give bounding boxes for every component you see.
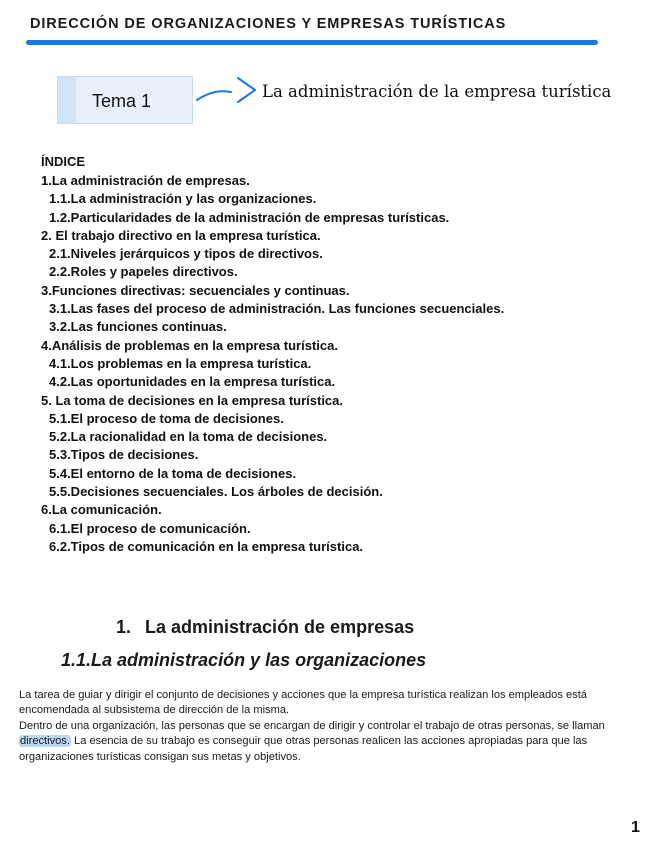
- toc-item: 6.2.Tipos de comunicación en la empresa turística.: [49, 538, 364, 554]
- toc-item: 5.3.Tipos de decisiones.: [49, 447, 199, 463]
- toc-item: 1.2.Particularidades de la administración de empresas turísticas.: [49, 209, 450, 225]
- toc-item: 3.Funciones directivas: secuenciales y continuas.: [41, 282, 350, 298]
- subsection-heading: 1.1.La administración y las organizaciones: [61, 650, 427, 670]
- body-paragraph: La tarea de guiar y dirigir el conjunto de decisiones y acciones que la empresa turística realizan los empleados está encomendada al subsistema de dirección de la misma.: [19, 689, 587, 717]
- toc-item: 2. El trabajo directivo en la empresa turística.: [41, 227, 321, 243]
- paragraph-text: La esencia de su trabajo es conseguir que otras personas realicen las acciones apropiadas para que las organizaciones turísticas consigan sus metas y objetivos.: [19, 735, 588, 763]
- toc-item: 3.1.Las fases del proceso de administración. Las funciones secuenciales.: [49, 301, 505, 317]
- body-paragraph: [19, 719, 634, 765]
- toc-item: 2.1.Niveles jerárquicos y tipos de directivos.: [49, 246, 323, 262]
- toc-item: 5. La toma de decisiones en la empresa turística.: [41, 392, 344, 408]
- arrow-icon: [195, 74, 257, 108]
- toc-item: 1.La administración de empresas.: [41, 173, 250, 188]
- toc-item: 4.2.Las oportunidades en la empresa turística.: [49, 374, 336, 390]
- highlighted-term[interactable]: directivos.: [20, 735, 70, 748]
- toc-item: 6.1.El proceso de comunicación.: [49, 520, 251, 536]
- paragraph-text: Dentro de una organización, las personas que se encargan de dirigir y controlar el trabajo de otras personas, se llaman: [19, 719, 605, 732]
- toc-item: 5.5.Decisiones secuenciales. Los árboles de decisión.: [49, 484, 383, 500]
- toc-item: 4.1.Los problemas en la empresa turística.: [49, 355, 312, 371]
- tema-label: Tema 1: [92, 91, 152, 111]
- section-title: La administración de empresas: [145, 617, 415, 637]
- toc-item: 2.2.Roles y papeles directivos.: [49, 264, 238, 280]
- toc-item: 5.2.La racionalidad en la toma de decisiones.: [49, 429, 328, 445]
- toc-item: 6.La comunicación.: [41, 502, 162, 518]
- body-text: [19, 688, 634, 765]
- index-heading: ÍNDICE: [41, 154, 86, 169]
- section-number: 1.: [116, 617, 132, 637]
- document-header-title: DIRECCIÓN DE ORGANIZACIONES Y EMPRESAS TURÍSTICAS: [30, 16, 507, 32]
- tema-badge: [57, 76, 193, 124]
- toc-item: 3.2.Las funciones continuas.: [49, 319, 227, 335]
- toc-item: 5.4.El entorno de la toma de decisiones.: [49, 465, 297, 481]
- toc-item: 4.Análisis de problemas en la empresa turística.: [41, 337, 338, 353]
- page-number: 1: [631, 819, 640, 836]
- section-heading: [116, 617, 414, 638]
- chapter-title: La administración de la empresa turística: [262, 82, 612, 101]
- toc-item: 1.1.La administración y las organizaciones.: [49, 191, 317, 207]
- table-of-contents: [41, 172, 511, 556]
- tema-badge-stripe: [58, 77, 76, 123]
- header-divider: [26, 40, 598, 45]
- toc-item: 5.1.El proceso de toma de decisiones.: [49, 410, 284, 426]
